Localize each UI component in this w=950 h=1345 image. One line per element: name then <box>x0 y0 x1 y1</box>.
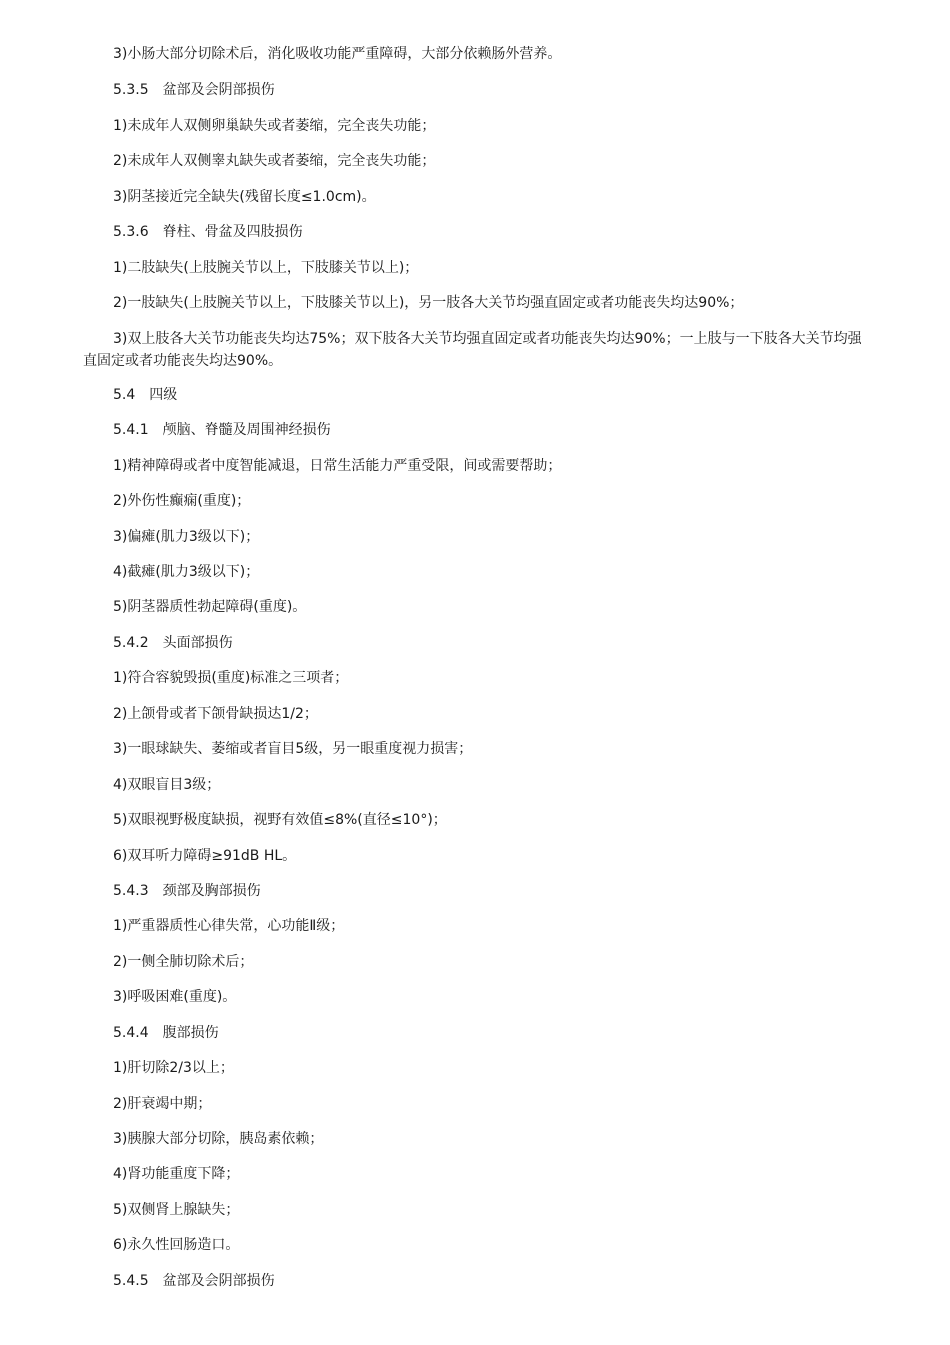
section-heading: 5.3.6 脊柱、骨盆及四肢损伤 <box>113 224 303 240</box>
text-paragraph: 3)双上肢各大关节功能丧失均达75%；双下肢各大关节均强直固定或者功能丧失均达90%；一上肢与一下肢各大关节均强直固定或者功能丧失均达90%。 <box>83 331 862 369</box>
text-line: 5)双眼视野极度缺损，视野有效值≤8%(直径≤10°)； <box>113 812 447 828</box>
text-line: 2)肝衰竭中期； <box>113 1096 212 1112</box>
text-line: 4)肾功能重度下降； <box>113 1166 240 1182</box>
text-line: 5)阴茎器质性勃起障碍(重度)。 <box>113 599 307 615</box>
section-heading: 5.4.2 头面部损伤 <box>113 635 233 651</box>
text-line: 1)严重器质性心律失常，心功能Ⅱ级； <box>113 918 345 934</box>
text-line: 2)一肢缺失(上肢腕关节以上，下肢膝关节以上)，另一肢各大关节均强直固定或者功能丧失均达90%； <box>113 295 744 311</box>
section-heading: 5.3.5 盆部及会阴部损伤 <box>113 82 275 98</box>
section-heading: 5.4 四级 <box>113 387 178 403</box>
text-line: 4)截瘫(肌力3级以下)； <box>113 564 260 580</box>
text-line: 3)小肠大部分切除术后，消化吸收功能严重障碍，大部分依赖肠外营养。 <box>113 46 562 62</box>
text-line: 1)未成年人双侧卵巢缺失或者萎缩，完全丧失功能； <box>113 118 436 134</box>
text-line: 1)精神障碍或者中度智能减退，日常生活能力严重受限，间或需要帮助； <box>113 458 562 474</box>
section-heading: 5.4.3 颈部及胸部损伤 <box>113 883 261 899</box>
text-line: 3)阴茎接近完全缺失(残留长度≤1.0cm)。 <box>113 189 376 205</box>
section-heading: 5.4.4 腹部损伤 <box>113 1025 219 1041</box>
text-line: 2)外伤性癫痫(重度)； <box>113 493 251 509</box>
text-line: 2)未成年人双侧睾丸缺失或者萎缩，完全丧失功能； <box>113 153 436 169</box>
text-line: 6)永久性回肠造口。 <box>113 1237 240 1253</box>
text-line: 6)双耳听力障碍≥91dB HL。 <box>113 848 297 864</box>
text-line: 3)呼吸困难(重度)。 <box>113 989 237 1005</box>
text-line: 3)胰腺大部分切除，胰岛素依赖； <box>113 1131 324 1147</box>
text-line: 2)上颌骨或者下颌骨缺损达1/2； <box>113 706 318 722</box>
text-line: 5)双侧肾上腺缺失； <box>113 1202 240 1218</box>
text-line: 2)一侧全肺切除术后； <box>113 954 254 970</box>
text-line: 3)一眼球缺失、萎缩或者盲目5级，另一眼重度视力损害； <box>113 741 473 757</box>
text-line: 1)二肢缺失(上肢腕关节以上，下肢膝关节以上)； <box>113 260 419 276</box>
section-heading: 5.4.1 颅脑、脊髓及周围神经损伤 <box>113 422 331 438</box>
text-line: 3)偏瘫(肌力3级以下)； <box>113 529 260 545</box>
text-line: 1)符合容貌毁损(重度)标准之三项者； <box>113 670 349 686</box>
section-heading: 5.4.5 盆部及会阴部损伤 <box>113 1273 275 1289</box>
text-line: 1)肝切除2/3以上； <box>113 1060 234 1076</box>
text-line: 4)双眼盲目3级； <box>113 777 221 793</box>
